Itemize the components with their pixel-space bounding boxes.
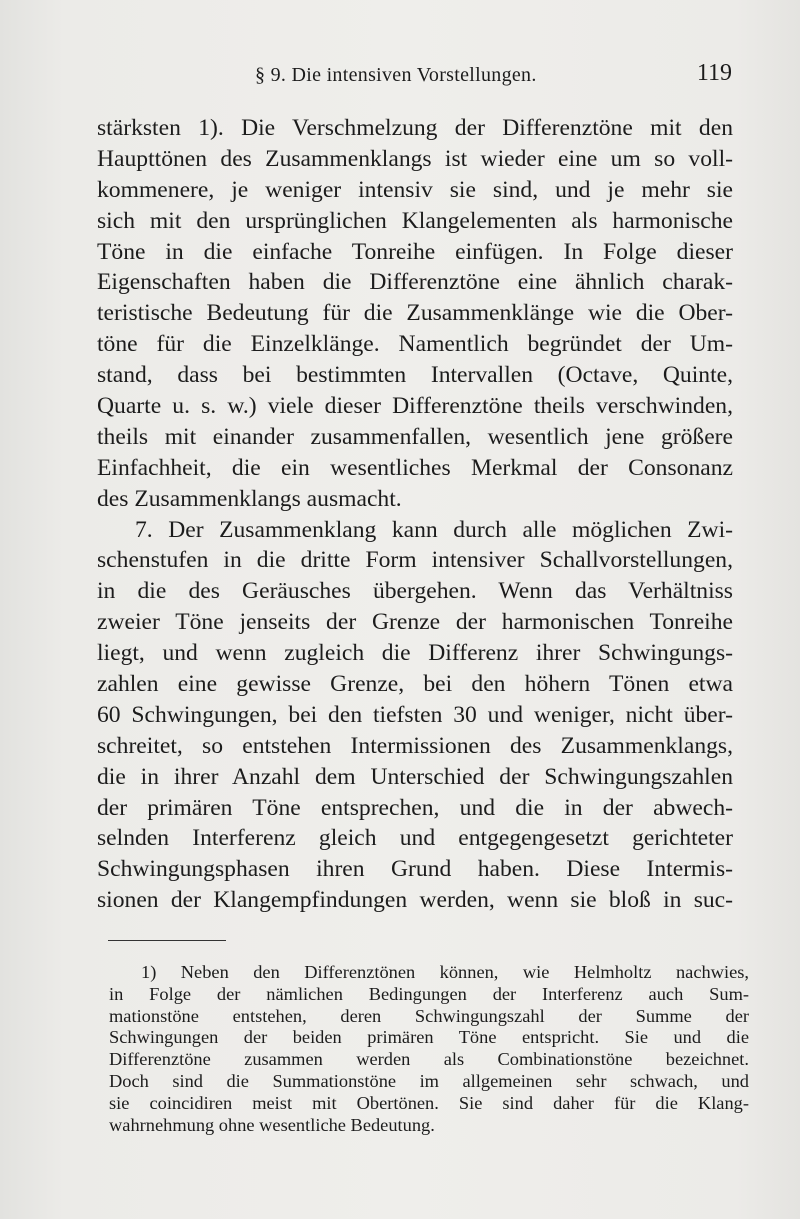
text-line: teristische Bedeutung für die Zusammenklänge wie die Ober- (97, 300, 733, 327)
footnote-line: in Folge der nämlichen Bedingungen der Interferenz auch Sum- (109, 983, 749, 1004)
text-line: des Zusammenklangs ausmacht. (97, 485, 402, 512)
text-line: der primären Töne entsprechen, und die in der abwech- (97, 794, 733, 821)
text-line: kommenere, je weniger intensiv sie sind, und je mehr sie (97, 176, 733, 203)
text-line: selnden Interferenz gleich und entgegengesetzt gerichteter (97, 825, 733, 852)
text-line: die in ihrer Anzahl dem Unterschied der Schwingungszahlen (97, 763, 733, 790)
footnote-line: mationstöne entstehen, deren Schwingungszahl der Summe der (109, 1005, 749, 1026)
text-line: stärksten 1). Die Verschmelzung der Differenztöne mit den (97, 115, 733, 141)
text-line: sionen der Klangempfindungen werden, wenn sie bloß in suc- (97, 887, 733, 914)
footnote-line: Doch sind die Summationstöne im allgemeinen sehr schwach, und (109, 1070, 749, 1091)
text-line: schenstufen in die dritte Form intensiver Schallvorstellungen, (97, 547, 733, 574)
footnotes (109, 962, 749, 1136)
text-line: Schwingungsphasen ihren Grund haben. Diese Intermis- (97, 856, 733, 883)
text-line: liegt, und wenn zugleich die Differenz ihrer Schwingungs- (97, 640, 733, 667)
footnote-divider (108, 940, 226, 941)
text-line: schreitet, so entstehen Intermissionen des Zusammenklangs, (97, 732, 733, 759)
text-line: stand, dass bei bestimmten Intervallen (Octave, Quinte, (97, 362, 733, 389)
text-line: Quarte u. s. w.) viele dieser Differenztöne theils verschwinden, (97, 393, 733, 420)
body-text (97, 113, 733, 916)
footnote-line: wahrnehmung ohne wesentliche Bedeutung. (109, 1114, 435, 1135)
footnote-line: Differenztöne zusammen werden als Combinationstöne bezeichnet. (109, 1049, 749, 1070)
text-line: Töne in die einfache Tonreihe einfügen. In Folge dieser (97, 238, 733, 265)
section-title: § 9. Die intensiven Vorstellungen. (255, 64, 537, 86)
running-header (105, 60, 732, 92)
text-line: Eigenschaften haben die Differenztöne eine ähnlich charak- (97, 269, 733, 296)
text-line: Einfachheit, die ein wesentliches Merkmal der Consonanz (97, 454, 733, 481)
footnote-line: Schwingungen der beiden primären Töne entspricht. Sie und die (109, 1027, 749, 1048)
text-line: 7. Der Zusammenklang kann durch alle möglichen Zwi- (135, 516, 733, 543)
text-line: Haupttönen des Zusammenklangs ist wieder eine um so voll- (97, 145, 733, 172)
text-line: in die des Geräusches übergehen. Wenn das Verhältniss (97, 578, 733, 605)
text-line: zahlen eine gewisse Grenze, bei den höhern Tönen etwa (97, 671, 733, 698)
text-line: töne für die Einzelklänge. Namentlich begründet der Um- (97, 331, 733, 358)
text-line: 60 Schwingungen, bei den tiefsten 30 und weniger, nicht über- (97, 701, 733, 728)
page-number: 119 (696, 60, 732, 86)
text-line: theils mit einander zusammenfallen, wesentlich jene größere (97, 423, 733, 450)
footnote-line: sie coincidiren meist mit Obertönen. Sie sind daher für die Klang- (109, 1092, 749, 1113)
text-line: sich mit den ursprünglichen Klangelementen als harmonische (97, 207, 733, 234)
text-line: zweier Töne jenseits der Grenze der harmonischen Tonreihe (97, 609, 733, 636)
footnote-line: 1) Neben den Differenztönen können, wie Helmholtz nachwies, (141, 962, 749, 982)
